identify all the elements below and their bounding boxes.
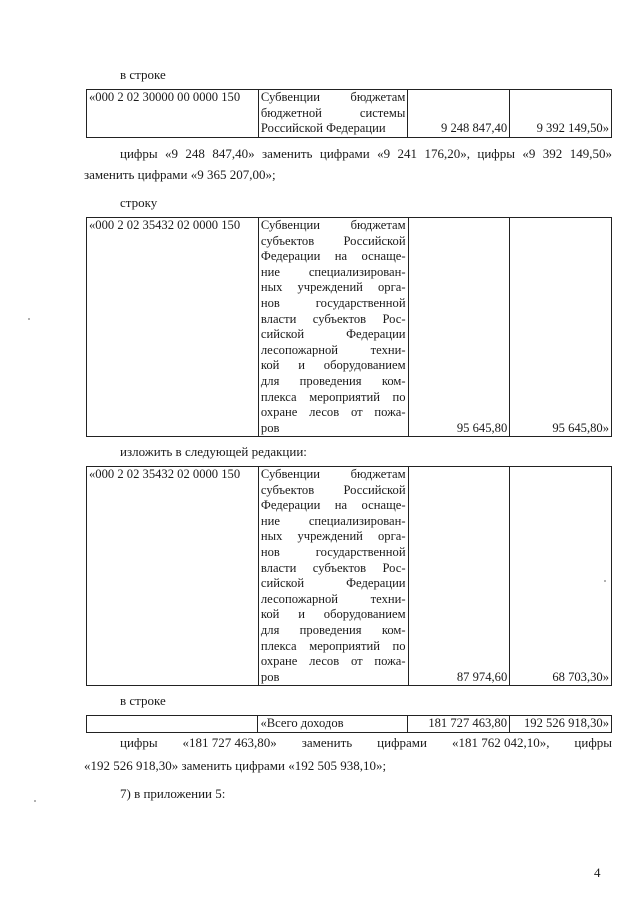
value-cell-1: 95 645,80 <box>408 218 510 437</box>
value-cell-2: 9 392 149,50» <box>510 90 612 138</box>
name-line: охране лесов от пожа- <box>260 654 406 669</box>
replace-text-line-2: заменить цифрами «9 365 207,00»; <box>84 167 276 182</box>
name-line: власти субъектов Рос- <box>260 560 406 575</box>
table-row <box>87 90 612 138</box>
name-line: нов государственной <box>260 544 406 559</box>
value-cell-2: 68 703,30» <box>510 467 612 686</box>
name-line: Субвенции бюджетам <box>260 467 406 481</box>
name-line: кой и оборудованием <box>260 358 406 373</box>
value-cell-2: 192 526 918,30» <box>510 716 612 733</box>
name-line: Федерации на оснаще- <box>260 249 406 264</box>
intro-text-2: в строке <box>120 693 166 708</box>
budget-table-total <box>86 715 612 733</box>
word: «181 762 042,10», <box>451 735 550 750</box>
name-line: лесопожарной техни- <box>260 591 406 606</box>
name-line: для проведения ком- <box>260 622 406 637</box>
total-replace-line-1 <box>120 735 612 751</box>
name-cell <box>258 90 407 138</box>
budget-table-old-row <box>86 217 612 437</box>
name-cell <box>258 467 408 686</box>
intro-text: в строке <box>120 67 166 82</box>
name-cell <box>258 218 408 437</box>
word: цифрами <box>377 735 427 750</box>
name-line: ных учреждений орга- <box>260 280 406 295</box>
name-cell: «Всего доходов <box>258 716 408 733</box>
value-cell-2: 95 645,80» <box>510 218 612 437</box>
name-line: кой и оборудованием <box>260 607 406 622</box>
name-line: Федерации на оснаще- <box>260 498 406 513</box>
code-cell <box>87 716 258 733</box>
word: цифры <box>574 735 612 750</box>
name-line: ров <box>260 420 280 435</box>
code-cell: «000 2 02 35432 02 0000 150 <box>87 467 259 686</box>
scan-speck <box>34 800 36 802</box>
page-number: 4 <box>594 865 601 880</box>
value-cell-1: 9 248 847,40 <box>408 90 510 138</box>
word: цифры <box>120 735 158 750</box>
name-line: сийской Федерации <box>260 576 406 591</box>
name-line: сийской Федерации <box>260 327 406 342</box>
new-edition-text: изложить в следующей редакции: <box>120 444 307 459</box>
name-line: субъектов Российской <box>260 233 406 248</box>
replace-text-line-1: цифры «9 248 847,40» заменить цифрами «9 241 176,20», цифры «9 392 149,50» <box>120 146 612 161</box>
name-line: ние специализирован- <box>260 513 406 528</box>
name-line: плекса мероприятий по <box>260 389 406 404</box>
name-line: лесопожарной техни- <box>260 342 406 357</box>
scan-speck <box>604 580 606 582</box>
name-line: ров <box>260 669 280 684</box>
name-line: власти субъектов Рос- <box>260 311 406 326</box>
code-cell: «000 2 02 35432 02 0000 150 <box>87 218 259 437</box>
row-text: строку <box>120 195 158 210</box>
table-row <box>87 218 612 437</box>
word: заменить <box>301 735 353 750</box>
name-line: Субвенции бюджетам <box>260 218 406 232</box>
name-line: для проведения ком- <box>260 373 406 388</box>
name-line: Субвенции бюджетам <box>260 90 406 104</box>
budget-table-new-row <box>86 466 612 686</box>
name-line: ных учреждений орга- <box>260 529 406 544</box>
budget-table-subventions <box>86 89 612 138</box>
scan-speck <box>28 318 30 320</box>
appendix-item: 7) в приложении 5: <box>120 786 226 801</box>
value-cell-1: 87 974,60 <box>408 467 510 686</box>
total-replace-line-2: «192 526 918,30» заменить цифрами «192 505 938,10»; <box>84 758 387 773</box>
name-line: бюджетной системы <box>260 105 406 120</box>
word: «181 727 463,80» <box>182 735 277 750</box>
name-line: нов государственной <box>260 295 406 310</box>
name-line: субъектов Российской <box>260 482 406 497</box>
name-line: Российской Федерации <box>260 121 386 136</box>
name-line: охране лесов от пожа- <box>260 405 406 420</box>
name-line: ние специализирован- <box>260 264 406 279</box>
value-cell-1: 181 727 463,80 <box>408 716 510 733</box>
table-row <box>87 467 612 686</box>
name-line: плекса мероприятий по <box>260 638 406 653</box>
table-row <box>87 716 612 733</box>
code-cell: «000 2 02 30000 00 0000 150 <box>87 90 259 138</box>
